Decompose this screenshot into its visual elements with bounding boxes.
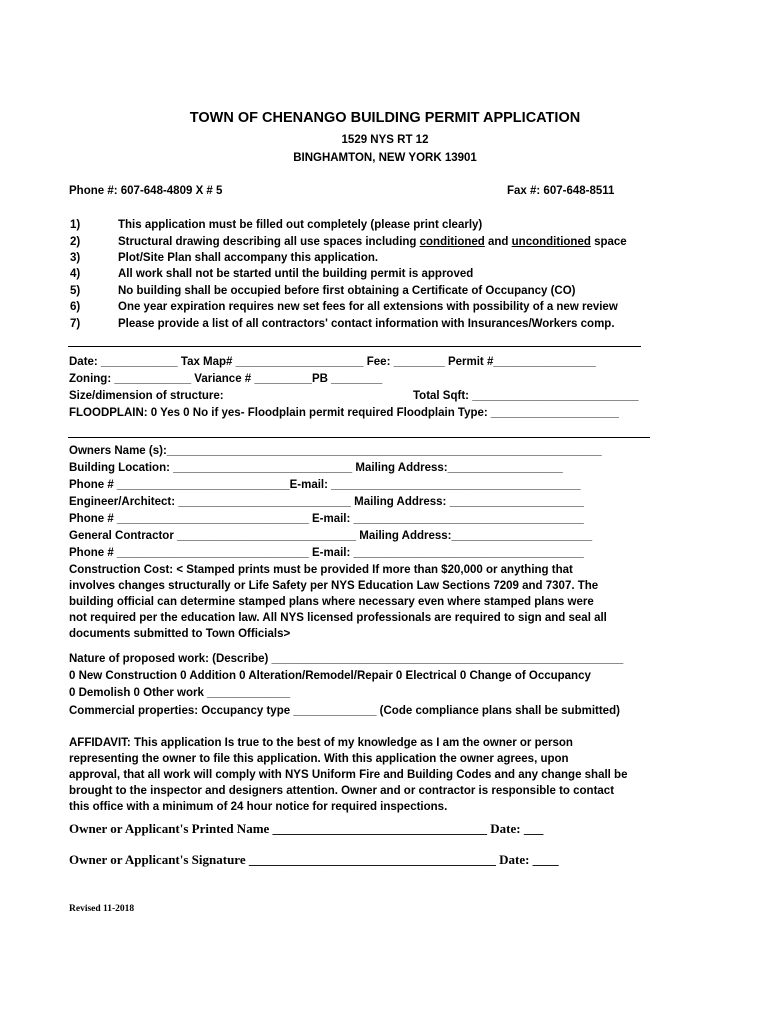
paragraph-line: this office with a minimum of 24 hour notice for required inspections.	[69, 801, 448, 813]
paragraph-line: involves changes structurally or Life Safety per NYS Education Law Sections 7209 and 7307. The	[69, 580, 599, 592]
building-location-field[interactable]: Building Location: ____________________________ Mailing Address:__________________	[69, 462, 563, 474]
revision-note: Revised 11-2018	[69, 904, 135, 914]
address-line-1: 1529 NYS RT 12	[341, 134, 429, 146]
paragraph-line: Construction Cost: < Stamped prints must be provided If more than $20,000 or anything that	[69, 564, 573, 576]
instruction-item: 2) Structural drawing describing all use spaces including conditioned and unconditioned space	[70, 236, 627, 248]
address-line-2: BINGHAMTON, NEW YORK 13901	[293, 152, 477, 164]
size-dimension-label: Size/dimension of structure:	[69, 390, 224, 402]
divider	[68, 437, 650, 438]
paragraph-line: brought to the inspector and designers attention. Owner and or contractor is responsible to contact	[69, 785, 615, 797]
instruction-item: 3) Plot/Site Plan shall accompany this application.	[70, 252, 379, 264]
nature-of-work-field[interactable]: Nature of proposed work: (Describe) _______________________________________________________	[69, 653, 624, 665]
instruction-item: 6) One year expiration requires new set fees for all extensions with possibility of a new review	[70, 301, 618, 313]
owners-name-field[interactable]: Owners Name (s):____________________________________________________________________	[69, 445, 602, 457]
signature-field[interactable]: Owner or Applicant's Signature ______________________________________ Date: ____	[69, 852, 559, 867]
instruction-item: 5) No building shall be occupied before first obtaining a Certificate of Occupancy (CO)	[70, 285, 576, 297]
form-title: TOWN OF CHENANGO BUILDING PERMIT APPLICATION	[189, 110, 581, 126]
paragraph-line: building official can determine stamped plans where necessary even where stamped plans were	[69, 596, 594, 608]
paragraph-line: representing the owner to file this application. With this application the owner agrees, upon	[69, 753, 569, 765]
instruction-item: 4) All work shall not be started until the building permit is approved	[70, 268, 474, 280]
instruction-item: 7) Please provide a list of all contractors' contact information with Insurances/Workers comp.	[70, 318, 615, 330]
paragraph-line: documents submitted to Town Officials>	[69, 628, 291, 640]
instruction-item: 1) This application must be filled out completely (please print clearly)	[70, 219, 483, 231]
contractor-phone-email-field[interactable]: Phone # ______________________________ E-mail: ____________________________________	[69, 547, 584, 559]
general-contractor-field[interactable]: General Contractor ____________________________ Mailing Address:______________________	[69, 530, 593, 542]
zoning-variance-row[interactable]: Zoning: ____________ Variance # _________PB ________	[69, 373, 383, 385]
paragraph-line: approval, that all work will comply with NYS Uniform Fire and Building Codes and any change shall be	[69, 769, 628, 781]
work-type-options[interactable]: 0 New Construction 0 Addition 0 Alteration/Remodel/Repair 0 Electrical 0 Change of Occupancy	[69, 670, 591, 682]
paragraph-line: not required per the education law. All NYS licensed professionals are required to sign and seal all	[69, 612, 607, 624]
total-sqft-field[interactable]: Total Sqft: __________________________	[413, 390, 639, 402]
permit-date-taxmap-fee-row[interactable]: Date: ____________ Tax Map# ____________________ Fee: ________ Permit #________________	[69, 356, 596, 368]
fax-number: Fax #: 607-648-8511	[507, 185, 615, 197]
occupancy-type-field[interactable]: Commercial properties: Occupancy type _____________ (Code compliance plans shall be submitted)	[69, 705, 620, 717]
demolish-other-options[interactable]: 0 Demolish 0 Other work _____________	[69, 687, 291, 699]
paragraph-line: AFFIDAVIT: This application Is true to the best of my knowledge as I am the owner or person	[69, 737, 573, 749]
floodplain-row[interactable]: FLOODPLAIN: 0 Yes 0 No if yes- Floodplain permit required Floodplain Type: ____________________	[69, 407, 619, 419]
divider	[68, 346, 641, 347]
phone-number: Phone #: 607-648-4809 X # 5	[69, 185, 223, 197]
printed-name-field[interactable]: Owner or Applicant's Printed Name _________________________________ Date: ___	[69, 821, 544, 836]
engineer-phone-email-field[interactable]: Phone # ______________________________ E-mail: ____________________________________	[69, 513, 584, 525]
engineer-architect-field[interactable]: Engineer/Architect: ___________________________ Mailing Address: _____________________	[69, 496, 584, 508]
owner-phone-email-field[interactable]: Phone # ___________________________E-mail: _______________________________________	[69, 479, 581, 491]
